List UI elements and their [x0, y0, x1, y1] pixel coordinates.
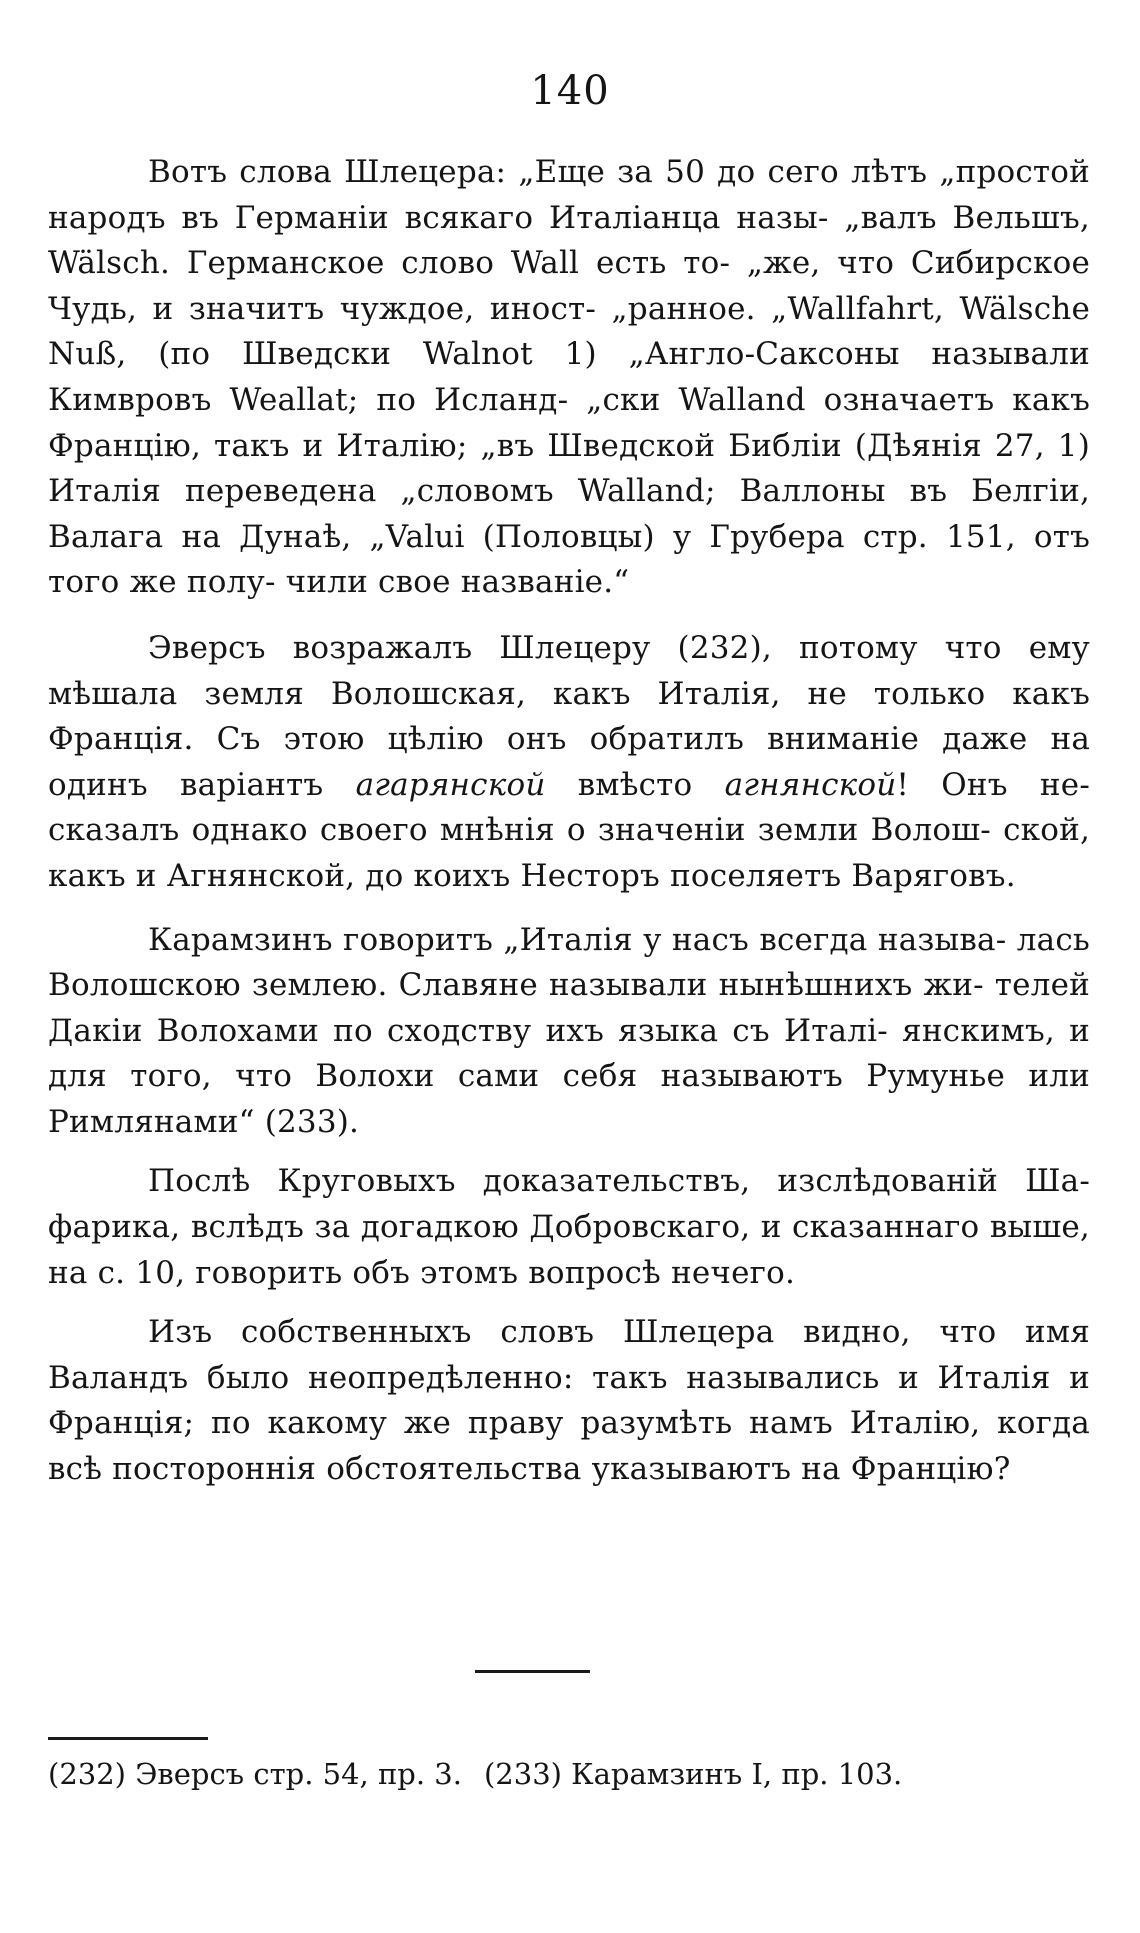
section-divider: [475, 1670, 590, 1673]
footnotes: [48, 1752, 1048, 1796]
footnote-233: (233) Карамзинъ I, пр. 103.: [483, 1757, 903, 1791]
italic-term-agnyanskoy: агнянской: [724, 766, 897, 803]
paragraph-evers-text-1: Эверсъ возражалъ Шлецеру (232), потому что ему мѣшала земля Волошская, какъ Италія, не только какъ Францiя. Съ этою цѣлію онъ обратилъ вниманіе даже на одинъ варіантъ: [48, 629, 1090, 803]
paragraph-evers: [48, 626, 1090, 900]
footnote-232: (232) Эверсъ стр. 54, пр. 3.: [48, 1757, 462, 1791]
paragraph-schlozer-quote: Вотъ слова Шлецера: „Еще за 50 до сего лѣтъ „простой народъ въ Германіи всякаго Италіанца назы- „валъ Вельшъ, Wälsch. Германское слово Wall есть то- „же, что Сибирское Чудь, и значитъ чуждое, иност- „ранное. „Wallfahrt, Wälsche Nuß, (по Шведски Walnot 1) „Англо-Саксоны называли Кимвровъ Weallat; по Исланд- „ски Walland означаетъ какъ Францію, такъ и Италію; „въ Шведской Библіи (Дѣянія 27, 1) Италія переведена „словомъ Walland; Валлоны въ Белгіи, Валага на Дунаѣ, „Valui (Половцы) у Грубера стр. 151, отъ того же полу- чили свое названіе.“: [48, 154, 1090, 601]
page-number: 140: [530, 68, 610, 114]
paragraph-evers-text-2: вмѣсто: [545, 766, 725, 803]
body-text: [48, 150, 1090, 1507]
footnote-divider: [48, 1737, 208, 1740]
paragraph-evers-text-3: ! Онъ не- сказалъ однако своего мнѣнія о значеніи земли Волош- ской, какъ и Агнянской, до коихъ Несторъ поселяетъ Варяговъ.: [48, 766, 1091, 894]
italic-term-agaryanskoy: агарянской: [355, 766, 546, 803]
paragraph-karamzin: Карамзинъ говоритъ „Италія у насъ всегда называ- лась Волошскою землею. Славяне называли нынѣшнихъ жи- телей Дакіи Волохами по сходству ихъ языка съ Италі- янскимъ, и для того, что Волохи сами себя называютъ Румунье или Римлянами“ (233).: [48, 921, 1090, 1140]
paragraph-krug-shafarik: Послѣ Круговыхъ доказательствъ, изслѣдованій Ша- фарика, вслѣдъ за догадкою Добровскаго, и сказаннаго выше, на с. 10, говорить объ этомъ вопросѣ нечего.: [48, 1163, 1090, 1291]
paragraph-conclusion: Изъ собственныхъ словъ Шлецера видно, что имя Валандъ было неопредѣленно: такъ назывались и Италія и Франція; по какому же праву разумѣть намъ Италію, когда всѣ постороннія обстоятельства указываютъ на Францію?: [48, 1314, 1090, 1488]
